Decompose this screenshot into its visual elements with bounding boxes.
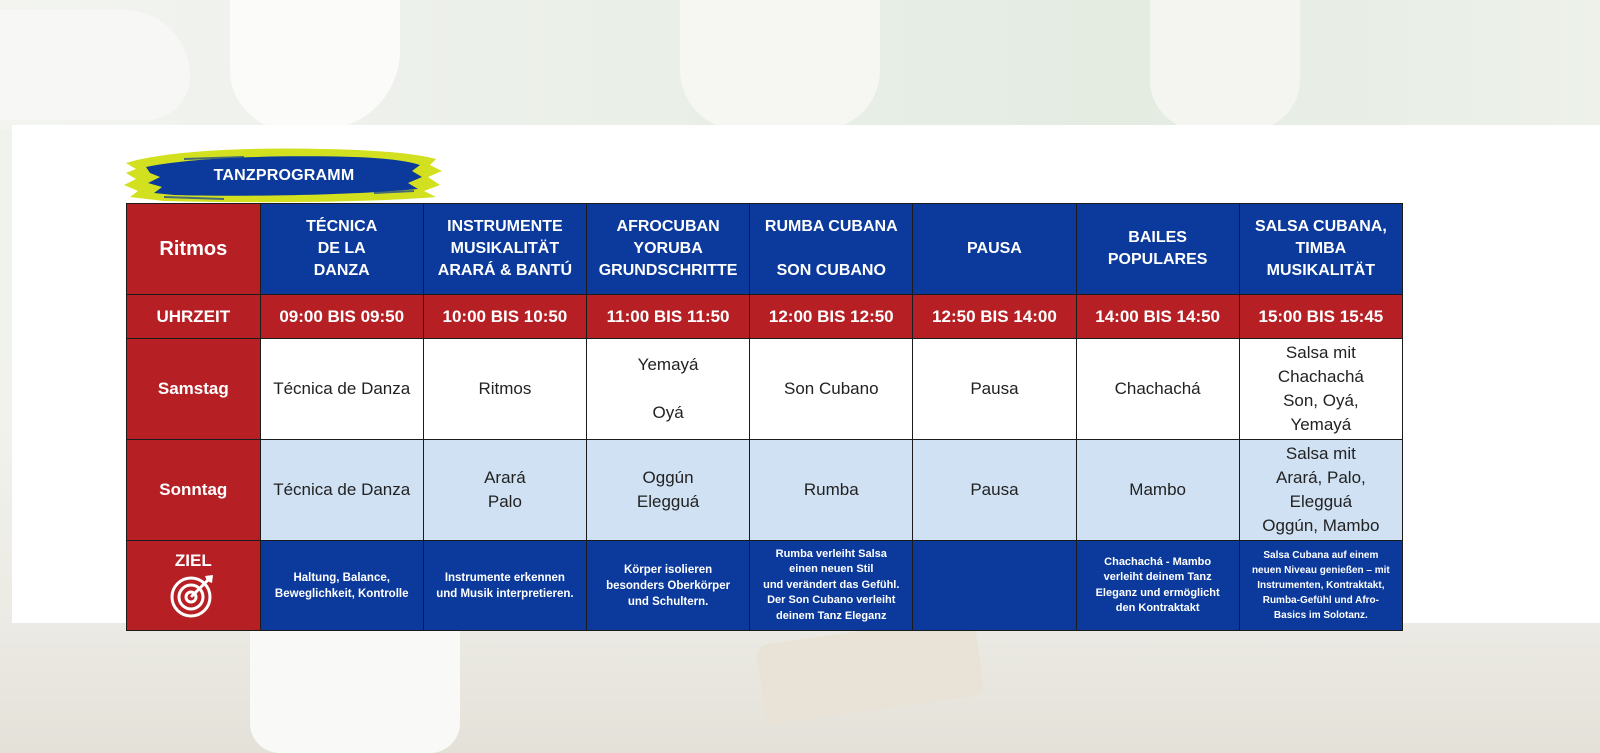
saturday-cell: Técnica de Danza xyxy=(273,379,411,398)
sunday-cell: Mambo xyxy=(1129,480,1186,499)
background-dancer xyxy=(0,10,190,120)
header-row xyxy=(127,204,1403,295)
sunday-cell: Oggún Elegguá xyxy=(636,468,700,511)
saturday-cell: Pausa xyxy=(970,379,1019,398)
sunday-cell: Salsa mit Arará, Palo, Elegguá Oggún, Mambo xyxy=(1262,444,1380,535)
time-cell: 12:50 BIS 14:00 xyxy=(913,295,1076,339)
saturday-cell: Ritmos xyxy=(478,379,532,398)
program-banner xyxy=(124,145,444,205)
sunday-cell: Técnica de Danza xyxy=(273,480,411,499)
column-header: BAILES POPULARES xyxy=(1107,229,1208,268)
row-label-sonntag: Sonntag xyxy=(127,440,261,541)
background-dancer xyxy=(680,0,880,130)
goal-row xyxy=(127,541,1403,631)
row-label-ziel xyxy=(127,541,261,631)
column-header: TÉCNICA DE LA DANZA xyxy=(306,218,378,279)
time-cell: 12:00 BIS 12:50 xyxy=(750,295,913,339)
goal-cell: Salsa Cubana auf einem neuen Niveau genießen – mit Instrumenten, Kontraktakt, Rumba-Gefühl und Afro- Basics im Solotanz. xyxy=(1251,550,1390,621)
target-icon xyxy=(169,571,217,619)
column-header: RUMBA CUBANA SON CUBANO xyxy=(764,218,898,279)
background-dancer-legs xyxy=(250,610,460,753)
row-label-samstag: Samstag xyxy=(127,339,261,440)
sunday-cell: Arará Palo xyxy=(484,468,526,511)
time-cell: 10:00 BIS 10:50 xyxy=(423,295,586,339)
background-dancer xyxy=(1150,0,1300,130)
sunday-cell: Pausa xyxy=(970,480,1019,499)
time-cell: 09:00 BIS 09:50 xyxy=(260,295,423,339)
sunday-cell: Rumba xyxy=(803,480,859,499)
ziel-label: ZIEL xyxy=(174,550,212,570)
saturday-cell: Chachachá xyxy=(1114,379,1201,398)
goal-cell: Körper isolieren besonders Oberkörper und Schultern. xyxy=(606,563,731,608)
goal-cell: Haltung, Balance, Beweglichkeit, Kontrolle xyxy=(274,571,409,600)
saturday-cell: Yemayá Oyá xyxy=(637,355,699,422)
column-header: INSTRUMENTE MUSIKALITÄT ARARÁ & BANTÚ xyxy=(437,218,572,279)
saturday-row xyxy=(127,339,1403,440)
time-cell: 11:00 BIS 11:50 xyxy=(586,295,749,339)
row-label-ritmos: Ritmos xyxy=(127,204,261,295)
saturday-cell: Salsa mit Chachachá Son, Oyá, Yemayá xyxy=(1277,343,1364,434)
row-label-uhrzeit: UHRZEIT xyxy=(127,295,261,339)
goal-cell: Instrumente erkennen und Musik interpretieren. xyxy=(436,571,574,600)
goal-cell: Chachachá - Mambo verleiht deinem Tanz Eleganz und ermöglicht den Kontraktakt xyxy=(1095,555,1220,614)
saturday-cell: Son Cubano xyxy=(784,379,879,398)
column-header: SALSA CUBANA, TIMBA MUSIKALITÄT xyxy=(1254,218,1387,279)
time-cell: 14:00 BIS 14:50 xyxy=(1076,295,1239,339)
time-row xyxy=(127,295,1403,339)
column-header: PAUSA xyxy=(967,240,1022,257)
sunday-row xyxy=(127,440,1403,541)
time-cell: 15:00 BIS 15:45 xyxy=(1239,295,1402,339)
goal-cell: Rumba verleiht Salsa einen neuen Stil und verändert das Gefühl. Der Son Cubano verleiht deinem Tanz Eleganz xyxy=(763,547,900,622)
schedule-table xyxy=(126,203,1403,631)
banner-title: TANZPROGRAMM xyxy=(213,167,355,184)
column-header: AFROCUBAN YORUBA GRUNDSCHRITTE xyxy=(598,218,738,279)
